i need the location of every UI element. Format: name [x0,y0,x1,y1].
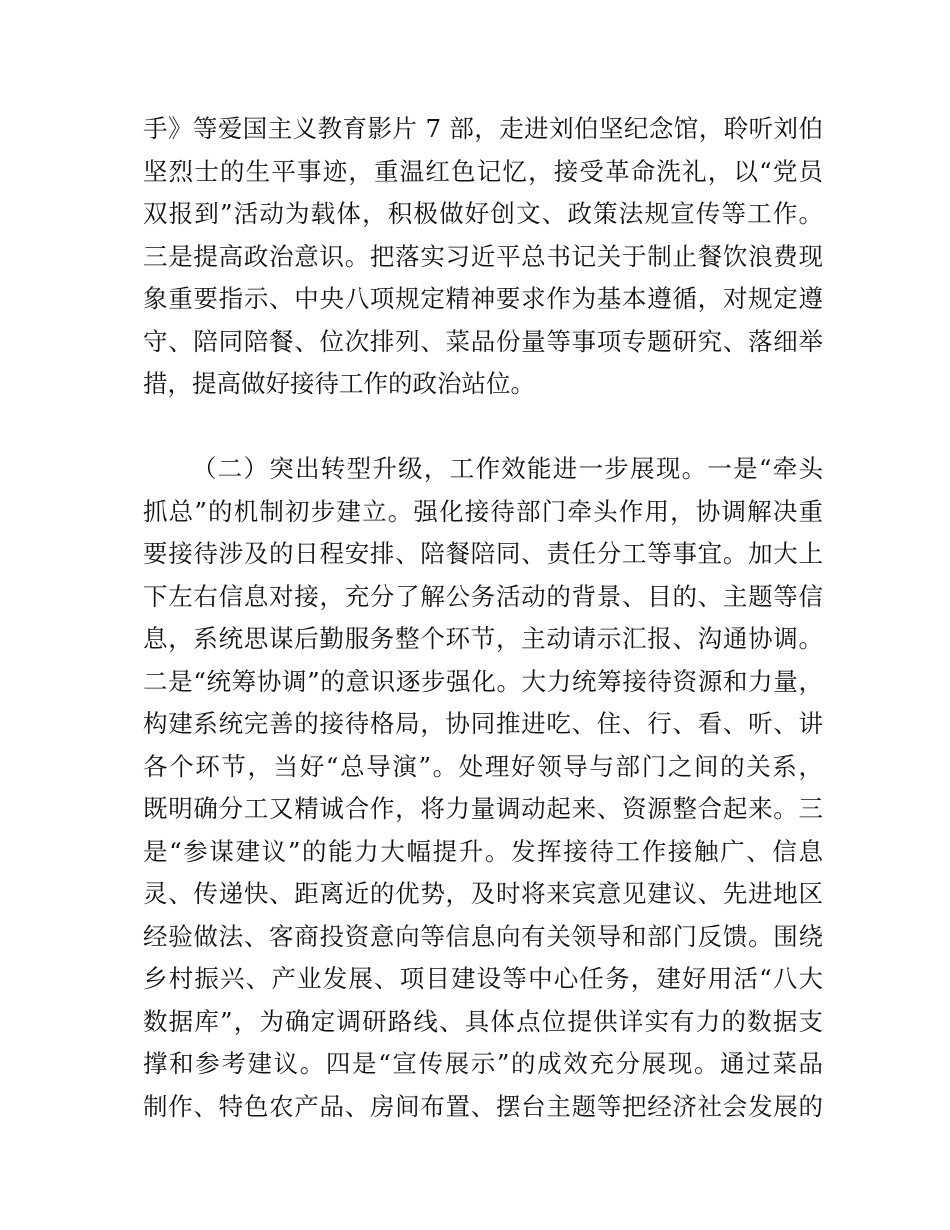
text-line: 下左右信息对接，充分了解公务活动的背景、目的、主题等信 [143,581,823,611]
text-line: 守、陪同陪餐、位次排列、菜品份量等事项专题研究、落细举 [143,326,823,356]
text-line: 息，系统思谋后勤服务整个环节，主动请示汇报、沟通协调。 [143,624,823,653]
paragraph-2 [143,448,823,1171]
text-line: 抓总”的机制初步建立。强化接待部门牵头作用，协调解决重 [143,496,823,526]
text-line: 措，提高做好接待工作的政治站位。 [143,369,535,398]
text-line: 要接待涉及的日程安排、陪餐陪同、责任分工等事宜。加大上 [143,539,823,568]
text-line: 制作、特色农产品、房间布置、摆台主题等把经济社会发展的 [143,1091,823,1121]
text-line: 二是“统筹协调”的意识逐步强化。大力统筹接待资源和力量， [143,666,823,696]
text-line: 三是提高政治意识。把落实习近平总书记关于制止餐饮浪费现 [143,241,823,271]
text-line: 是“参谋建议”的能力大幅提升。发挥接待工作接触广、信息 [143,836,823,866]
text-line: 灵、传递快、距离近的优势，及时将来宾意见建议、先进地区 [143,879,823,908]
paragraph-1 [143,108,823,406]
text-line: 坚烈士的生平事迹，重温红色记忆，接受革命洗礼，以“党员 [143,156,823,186]
text-line: 撑和参考建议。四是“宣传展示”的成效充分展现。通过菜品 [143,1049,823,1078]
text-line: 双报到”活动为载体，积极做好创文、政策法规宣传等工作。 [143,199,823,228]
text-line [143,1128,823,1171]
text-line: 各个环节，当好“总导演”。处理好领导与部门之间的关系， [143,751,823,781]
text-line: 象重要指示、中央八项规定精神要求作为基本遵循，对规定遵 [143,284,823,313]
text-line: 手》等爱国主义教育影片 7 部，走进刘伯坚纪念馆，聆听刘伯 [143,114,823,143]
text-line: 经验做法、客商投资意向等信息向有关领导和部门反馈。围绕 [143,921,823,951]
text-line: 构建系统完善的接待格局，协同推进吃、住、行、看、听、讲 [143,709,823,738]
text-line: 既明确分工又精诚合作，将力量调动起来、资源整合起来。三 [143,794,823,823]
text-line: （二）突出转型升级，工作效能进一步展现。一是“牵头 [192,454,823,483]
text-line: 数据库”，为确定调研路线、具体点位提供详实有力的数据支 [143,1006,823,1036]
text-line: 乡村振兴、产业发展、项目建设等中心任务，建好用活“八大 [143,964,823,993]
